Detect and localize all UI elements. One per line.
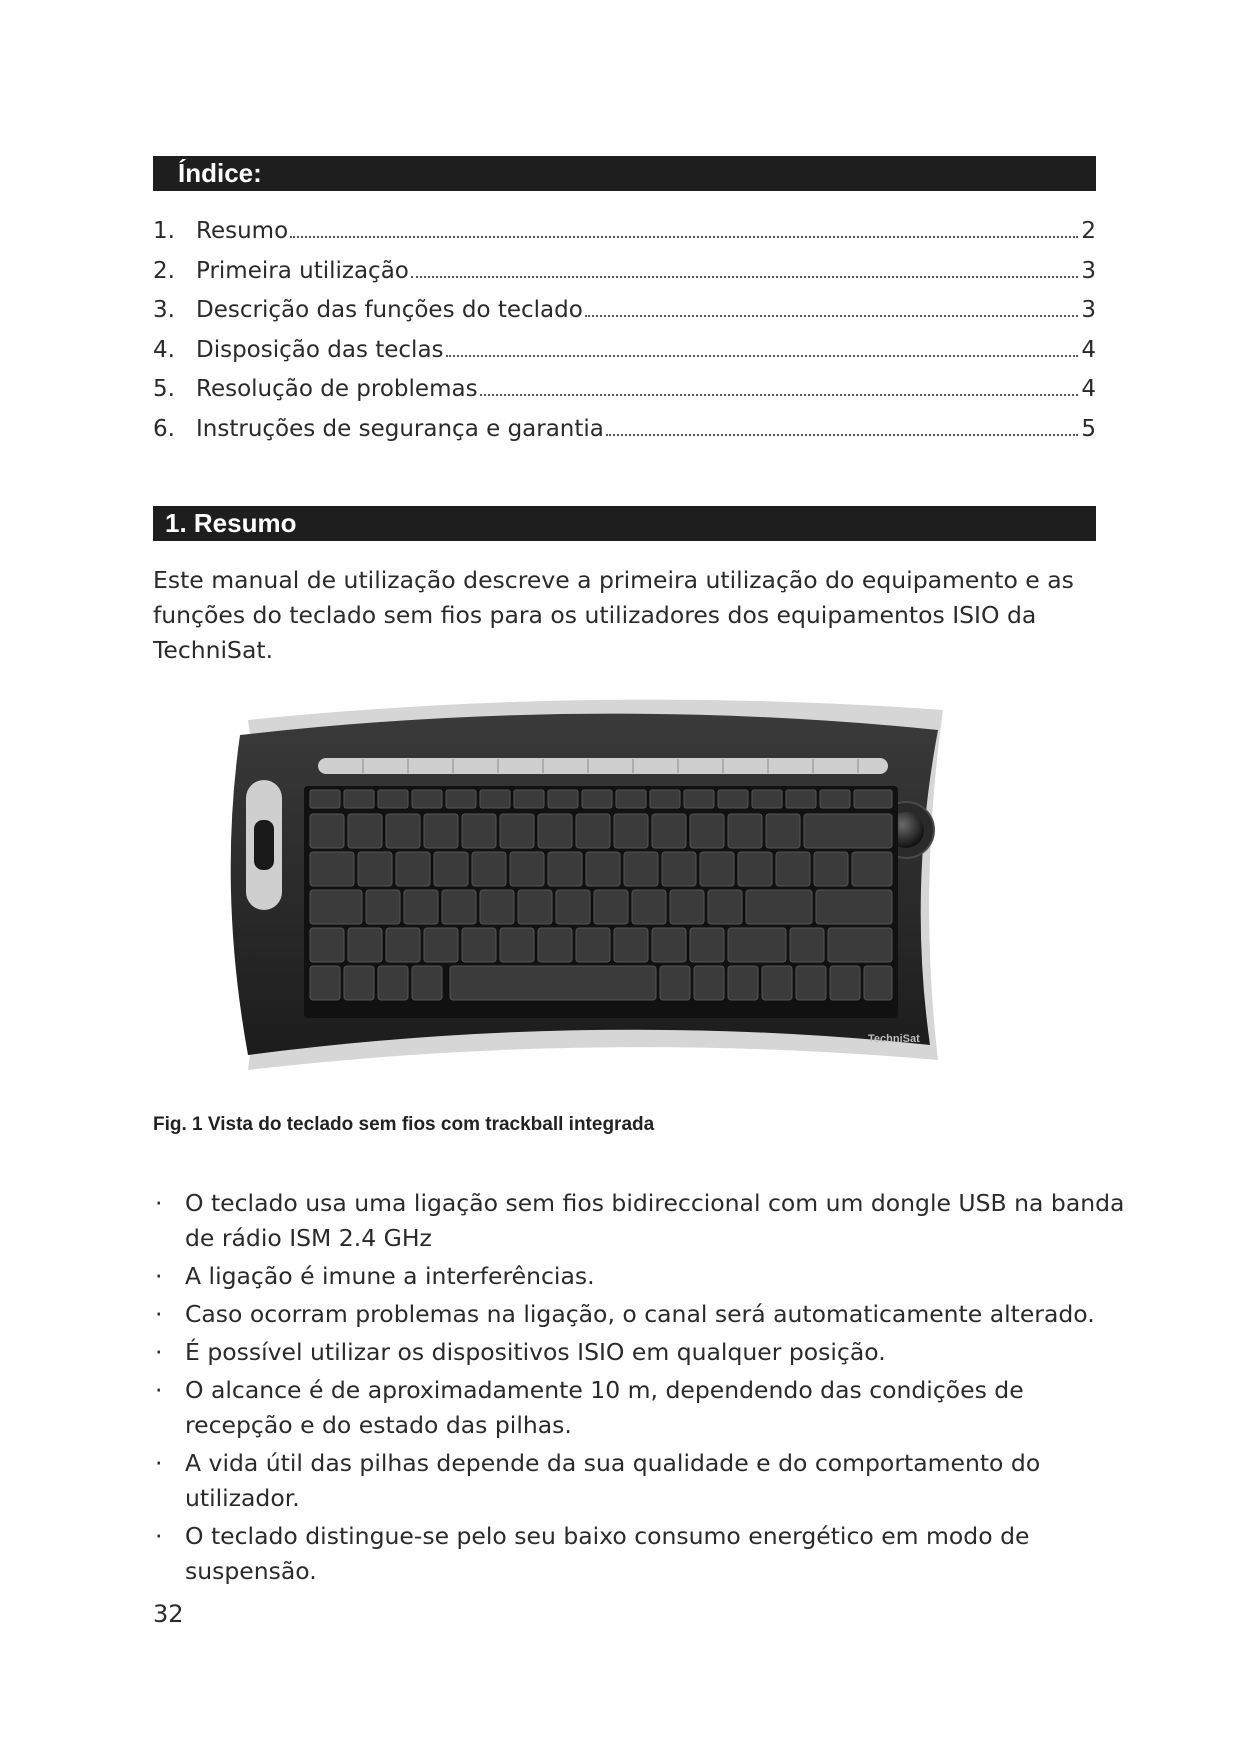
toc-entry-page: 2 [1081,218,1096,244]
index-heading-bar [153,156,1096,191]
number-key-row [310,814,892,848]
space-bar [450,966,656,1000]
toc-entry-page: 3 [1081,297,1096,323]
toc-entry [153,337,1096,377]
keyboard-image [218,690,968,1085]
toc-entry [153,416,1096,456]
toc-leader-dots [585,315,1078,317]
function-key-row [310,790,892,808]
brand-logo: TechniSat [868,1033,920,1045]
toc-entry-number: 6. [153,415,175,442]
toc-entry-number: 3. [153,297,175,323]
list-item [153,1519,1128,1589]
feature-list [153,1186,1128,1592]
toc-entry-title: Resolução de problemas [196,376,478,402]
toc-entry-number: 5. [153,376,175,402]
bullet-dot: · [155,1189,163,1217]
toc-leader-dots [290,236,1078,238]
toc-entry-title: Primeira utilização [196,257,409,284]
table-of-contents [153,218,1096,455]
list-item-text: O teclado distingue-se pelo seu baixo consumo energético em modo de suspensão. [185,1522,1030,1585]
toc-leader-dots [446,355,1078,357]
list-item [153,1373,1128,1443]
toc-entry-title: Descrição das funções do teclado [196,297,583,323]
list-item [153,1297,1128,1332]
toc-entry-title: Disposição das teclas [196,336,444,363]
toc-leader-dots [606,434,1078,436]
toc-entry-page: 4 [1081,376,1096,402]
bullet-dot: · [155,1376,163,1404]
figure-caption: Fig. 1 Vista do teclado sem fios com trackball integrada [153,1114,655,1135]
toc-entry-title: Resumo [196,218,289,244]
list-item [153,1446,1128,1516]
bullet-dot: · [155,1449,163,1477]
toc-entry-number: 4. [153,336,175,363]
yxcv-key-row [310,928,892,962]
toc-entry [153,258,1096,298]
media-button-strip [318,758,888,774]
toc-entry [153,297,1096,337]
list-item-text: É possível utilizar os dispositivos ISIO em qualquer posição. [185,1338,886,1366]
asdf-key-row [310,890,892,924]
bullet-dot: · [155,1338,163,1366]
list-item [153,1186,1128,1256]
list-item-text: A vida útil das pilhas depende da sua qualidade e do comportamento do utilizador. [185,1449,1041,1512]
list-item-text: O alcance é de aproximadamente 10 m, dependendo das condições de recepção e do estado das pilhas. [185,1376,1024,1439]
bullet-dot: · [155,1262,163,1290]
index-heading: Índice: [178,158,262,188]
list-item-text: A ligação é imune a interferências. [185,1262,595,1290]
qwertz-key-row [310,852,892,886]
toc-entry [153,218,1096,258]
toc-leader-dots [411,276,1078,278]
toc-entry-number: 1. [153,218,175,244]
list-item [153,1335,1128,1370]
toc-entry-title: Instruções de segurança e garantia [196,415,604,442]
bullet-dot: · [155,1300,163,1328]
toc-entry-page: 5 [1081,415,1096,442]
section-heading-bar [153,506,1096,541]
intro-paragraph: Este manual de utilização descreve a primeira utilização do equipamento e as funções do teclado sem fios para os utilizadores dos equipamentos ISIO da TechniSat. [153,566,1074,664]
toc-entry-page: 4 [1081,336,1096,363]
bottom-key-row [310,966,892,1000]
section-heading: 1. Resumo [165,508,297,538]
toc-leader-dots [480,394,1078,396]
keys [310,790,892,1000]
list-item-text: Caso ocorram problemas na ligação, o canal será automaticamente alterado. [185,1300,1095,1328]
toc-entry-page: 3 [1081,257,1096,284]
list-item [153,1259,1128,1294]
list-item-text: O teclado usa uma ligação sem fios bidireccional com um dongle USB na banda de rádio ISM 2.4 GHz [185,1189,1125,1252]
toc-entry [153,376,1096,416]
keyboard-figure [218,690,968,1085]
bullet-dot: · [155,1522,163,1550]
page-number: 32 [153,1600,184,1628]
toc-entry-number: 2. [153,257,175,284]
scroll-wheel [254,820,274,870]
